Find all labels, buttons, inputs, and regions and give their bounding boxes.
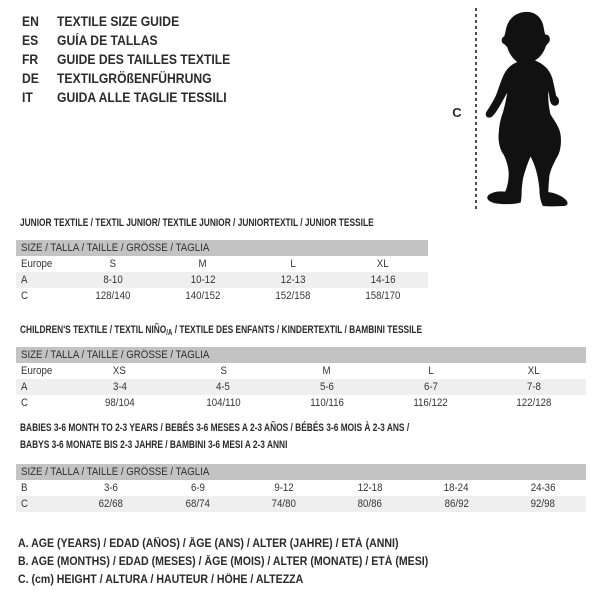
size-cell	[500, 482, 586, 494]
table-row	[16, 379, 586, 395]
size-value: 80/86	[358, 498, 383, 510]
size-value: 3-4	[112, 381, 127, 393]
row-label-cell	[16, 482, 68, 494]
language-row	[22, 50, 250, 69]
language-row	[22, 12, 250, 31]
row-label: C	[21, 290, 28, 302]
language-code-text: FR	[22, 52, 39, 67]
baby-silhouette-icon	[483, 8, 579, 210]
footnote-text: B. AGE (MONTHS) / EDAD (MESES) / ÂGE (MOIS) / ALTER (MONATE) / ETÀ (MESI)	[18, 556, 429, 568]
size-value: 7-8	[527, 381, 542, 393]
language-title: GUIDE DES TAILLES TEXTILE	[57, 52, 231, 67]
row-label: C	[21, 397, 28, 409]
row-label-cell	[16, 381, 68, 393]
row-label-cell	[16, 290, 68, 302]
size-value: 10-12	[190, 274, 216, 286]
table-header-label: SIZE / TALLA / TAILLE / GRÖSSE / TAGLIA	[21, 466, 210, 478]
size-cell	[248, 258, 338, 270]
size-cell	[172, 397, 276, 409]
table-header-bar	[16, 347, 586, 363]
table-header-label: SIZE / TALLA / TAILLE / GRÖSSE / TAGLIA	[21, 349, 210, 361]
size-value: 12-13	[280, 274, 306, 286]
row-label: A	[21, 381, 28, 393]
size-cell	[68, 397, 172, 409]
footnote	[18, 571, 464, 589]
size-cell	[248, 290, 338, 302]
row-label: C	[21, 498, 28, 510]
size-cell	[68, 258, 158, 270]
table-row	[16, 288, 428, 304]
junior-section-heading: JUNIOR TEXTILE / TEXTIL JUNIOR/ TEXTILE JUNIOR / JUNIORTEXTIL / JUNIOR TESSILE	[20, 217, 374, 229]
size-cell	[413, 482, 499, 494]
table-row	[16, 496, 586, 512]
size-cell	[500, 498, 586, 510]
language-code	[22, 52, 57, 67]
language-code-text: ES	[22, 33, 39, 48]
size-cell	[68, 498, 154, 510]
size-value: 104/110	[206, 397, 241, 409]
language-title: GUIDA ALLE TAGLIE TESSILI	[57, 90, 227, 105]
language-title: TEXTILE SIZE GUIDE	[57, 14, 180, 29]
size-value: 152/158	[275, 290, 311, 302]
size-cell	[154, 482, 240, 494]
table-row	[16, 256, 428, 272]
row-label: Europe	[21, 258, 53, 270]
size-cell	[158, 290, 248, 302]
table-header-bar	[16, 464, 586, 480]
size-value: L	[427, 365, 434, 377]
row-label-cell	[16, 397, 68, 409]
size-value: 86/92	[444, 498, 469, 510]
row-label-cell	[16, 365, 68, 377]
size-value: 4-5	[216, 381, 231, 393]
size-value: 110/116	[310, 397, 344, 409]
size-value: M	[198, 258, 208, 270]
junior-size-table	[16, 240, 428, 304]
size-cell	[68, 381, 172, 393]
footnote-text: C. (cm) HEIGHT / ALTURA / HAUTEUR / HÖHE / ALTEZZA	[18, 574, 304, 586]
size-value: 140/152	[185, 290, 221, 302]
size-cell	[172, 365, 276, 377]
nino-a-subscript: /A	[166, 328, 173, 337]
row-label: A	[21, 274, 28, 286]
language-title-list	[22, 12, 250, 107]
size-cell	[68, 274, 158, 286]
size-value: 9-12	[274, 482, 294, 494]
size-value: 128/140	[95, 290, 131, 302]
size-value: 62/68	[99, 498, 124, 510]
language-code-text: EN	[22, 14, 39, 29]
row-label: Europe	[21, 365, 53, 377]
language-code	[22, 14, 57, 29]
language-code	[22, 90, 57, 105]
language-code	[22, 33, 57, 48]
size-cell	[158, 274, 248, 286]
language-title: GUÍA DE TALLAS	[57, 33, 158, 48]
size-cell	[248, 274, 338, 286]
size-cell	[379, 365, 483, 377]
size-cell	[413, 498, 499, 510]
size-value: XL	[377, 258, 389, 270]
footnote	[18, 535, 464, 553]
height-dotted-line	[475, 8, 477, 210]
children-size-table	[16, 347, 586, 411]
size-cell	[327, 498, 413, 510]
table-row	[16, 363, 586, 379]
size-value: 98/104	[104, 397, 135, 409]
size-value: 158/170	[365, 290, 401, 302]
size-cell	[338, 258, 428, 270]
size-cell	[379, 381, 483, 393]
size-cell	[68, 290, 158, 302]
size-cell	[241, 482, 327, 494]
size-value: 74/80	[271, 498, 296, 510]
size-cell	[172, 381, 276, 393]
language-row	[22, 31, 250, 50]
size-cell	[275, 381, 379, 393]
size-value: S	[109, 258, 117, 270]
language-row	[22, 69, 250, 88]
row-label-cell	[16, 258, 68, 270]
size-cell	[275, 365, 379, 377]
size-value: 116/122	[413, 397, 448, 409]
size-value: S	[220, 365, 227, 377]
size-cell	[68, 482, 154, 494]
size-value: XL	[528, 365, 541, 377]
size-value: 18-24	[444, 482, 469, 494]
size-cell	[241, 498, 327, 510]
language-code-text: IT	[22, 90, 33, 105]
size-cell	[68, 365, 172, 377]
size-cell	[275, 397, 379, 409]
row-label: B	[21, 482, 28, 494]
table-row	[16, 272, 428, 288]
size-value: 6-7	[423, 381, 438, 393]
table-header-label: SIZE / TALLA / TAILLE / GRÖSSE / TAGLIA	[21, 242, 210, 254]
table-row	[16, 480, 586, 496]
size-value: 92/98	[530, 498, 555, 510]
size-cell	[158, 258, 248, 270]
size-value: 122/128	[516, 397, 552, 409]
footnote	[18, 553, 464, 571]
height-measure-label: C	[452, 105, 462, 120]
size-cell	[338, 290, 428, 302]
size-value: 24-36	[530, 482, 556, 494]
size-cell	[327, 482, 413, 494]
size-value: 12-18	[357, 482, 383, 494]
language-code	[22, 71, 57, 86]
size-value: 68/74	[185, 498, 210, 510]
size-cell	[338, 274, 428, 286]
size-value: L	[290, 258, 296, 270]
children-section-heading: CHILDREN'S TEXTILE / TEXTIL $NIÑO_{/A}$ / TEXTILE DES ENFANTS / KINDERTEXTIL / BAMBINI TESSILE	[20, 324, 423, 337]
language-code-text: DE	[22, 71, 39, 86]
footnote-text: A. AGE (YEARS) / EDAD (AÑOS) / ÂGE (ANS) / ALTER (JAHRE) / ETÀ (ANNI)	[18, 538, 399, 550]
size-cell	[379, 397, 483, 409]
row-label-cell	[16, 274, 68, 286]
babies-size-table	[16, 464, 586, 512]
language-row	[22, 88, 250, 107]
size-cell	[154, 498, 240, 510]
size-value: XS	[113, 365, 127, 377]
babies-section-heading: BABIES 3-6 MONTH TO 2-3 YEARS / BEBÉS 3-6 MESES A 2-3 AÑOS / BÉBÉS 3-6 MOIS À 2-3 ANS / BABYS 3-6 MONATE BIS 2-3 JAHRE / BAMBINI 3-6 MESI A 2-3 ANNI	[20, 422, 410, 451]
size-cell	[482, 365, 586, 377]
size-value: 8-10	[103, 274, 123, 286]
table-header-bar	[16, 240, 428, 256]
size-value: 3-6	[104, 482, 119, 494]
row-label-cell	[16, 498, 68, 510]
size-cell	[482, 397, 586, 409]
size-cell	[482, 381, 586, 393]
legend-footnotes	[18, 535, 464, 589]
size-value: 6-9	[190, 482, 205, 494]
size-value: 14-16	[370, 274, 396, 286]
size-value: 5-6	[319, 381, 334, 393]
size-value: M	[322, 365, 332, 377]
table-row	[16, 395, 586, 411]
language-title: TEXTILGRÖßENFÜHRUNG	[57, 71, 212, 86]
